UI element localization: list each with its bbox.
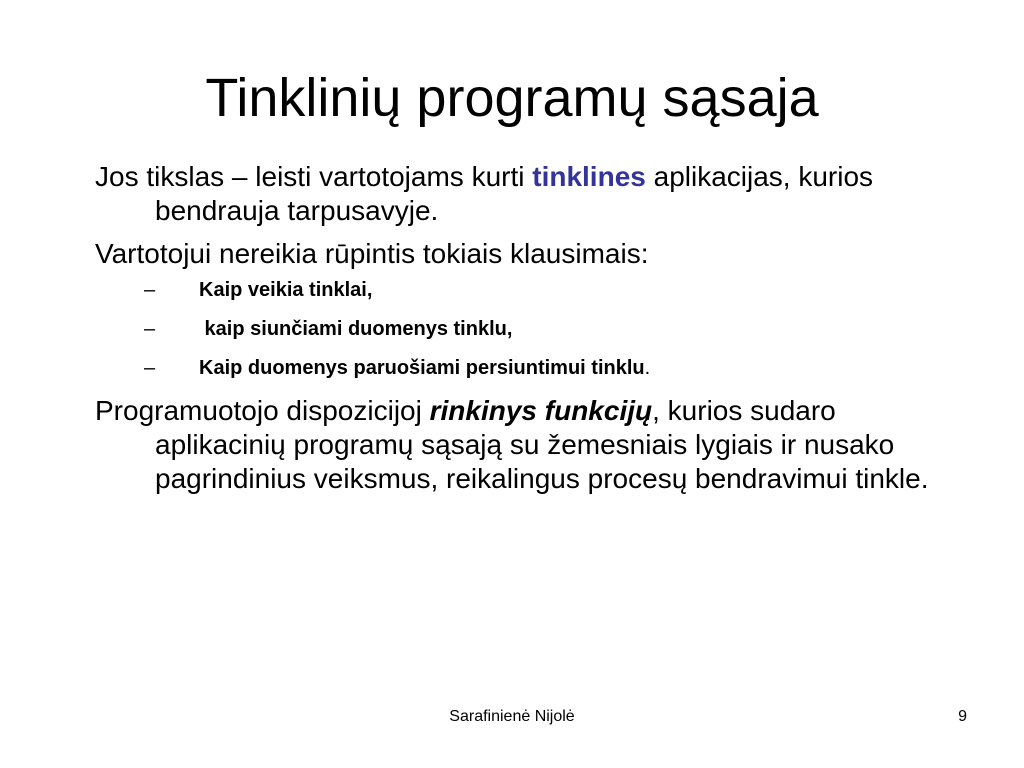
paragraph-purpose-text: Jos tikslas – leisti vartotojams kurti bbox=[95, 161, 533, 192]
page-number: 9 bbox=[958, 708, 967, 725]
footer-author: Sarafinienė Nijolė bbox=[449, 708, 575, 725]
paragraph-programmer-text: Programuotojo dispozicijoj bbox=[95, 395, 430, 426]
dash-marker: – bbox=[144, 279, 156, 301]
highlight-function-set: rinkinys funkcijų bbox=[429, 395, 653, 426]
dash-marker: – bbox=[144, 318, 156, 340]
paragraph-programmer bbox=[95, 394, 965, 496]
paragraph-programmer-text-end: , kurios sudaro aplikacinių programų sąsają su žemesniais lygiais ir nusako pagrindinius veiksmus, reikalingus procesų bendravimui tinkle. bbox=[155, 395, 929, 494]
concerns-list bbox=[95, 277, 965, 381]
slide-body bbox=[95, 160, 965, 504]
paragraph-purpose-text-end: aplikacijas, kurios bendrauja tarpusavyje. bbox=[155, 161, 874, 226]
slide-title: Tinklinių programų sąsaja bbox=[205, 68, 819, 128]
list-item-text: kaip siunčiami duomenys tinklu, bbox=[199, 318, 513, 340]
list-item bbox=[95, 277, 965, 303]
list-item-text: Kaip veikia tinklai, bbox=[199, 279, 373, 301]
list-item bbox=[95, 316, 965, 342]
highlight-tinklines: tinklines bbox=[532, 161, 646, 192]
paragraph-purpose bbox=[95, 160, 965, 228]
list-item-trail: . bbox=[644, 357, 651, 379]
paragraph-user-concerns: Vartotojui nereikia rūpintis tokiais klausimais: bbox=[95, 238, 649, 269]
list-item-text: Kaip duomenys paruošiami persiuntimui tinklu bbox=[199, 357, 645, 379]
dash-marker: – bbox=[144, 357, 156, 379]
list-item bbox=[95, 355, 965, 381]
